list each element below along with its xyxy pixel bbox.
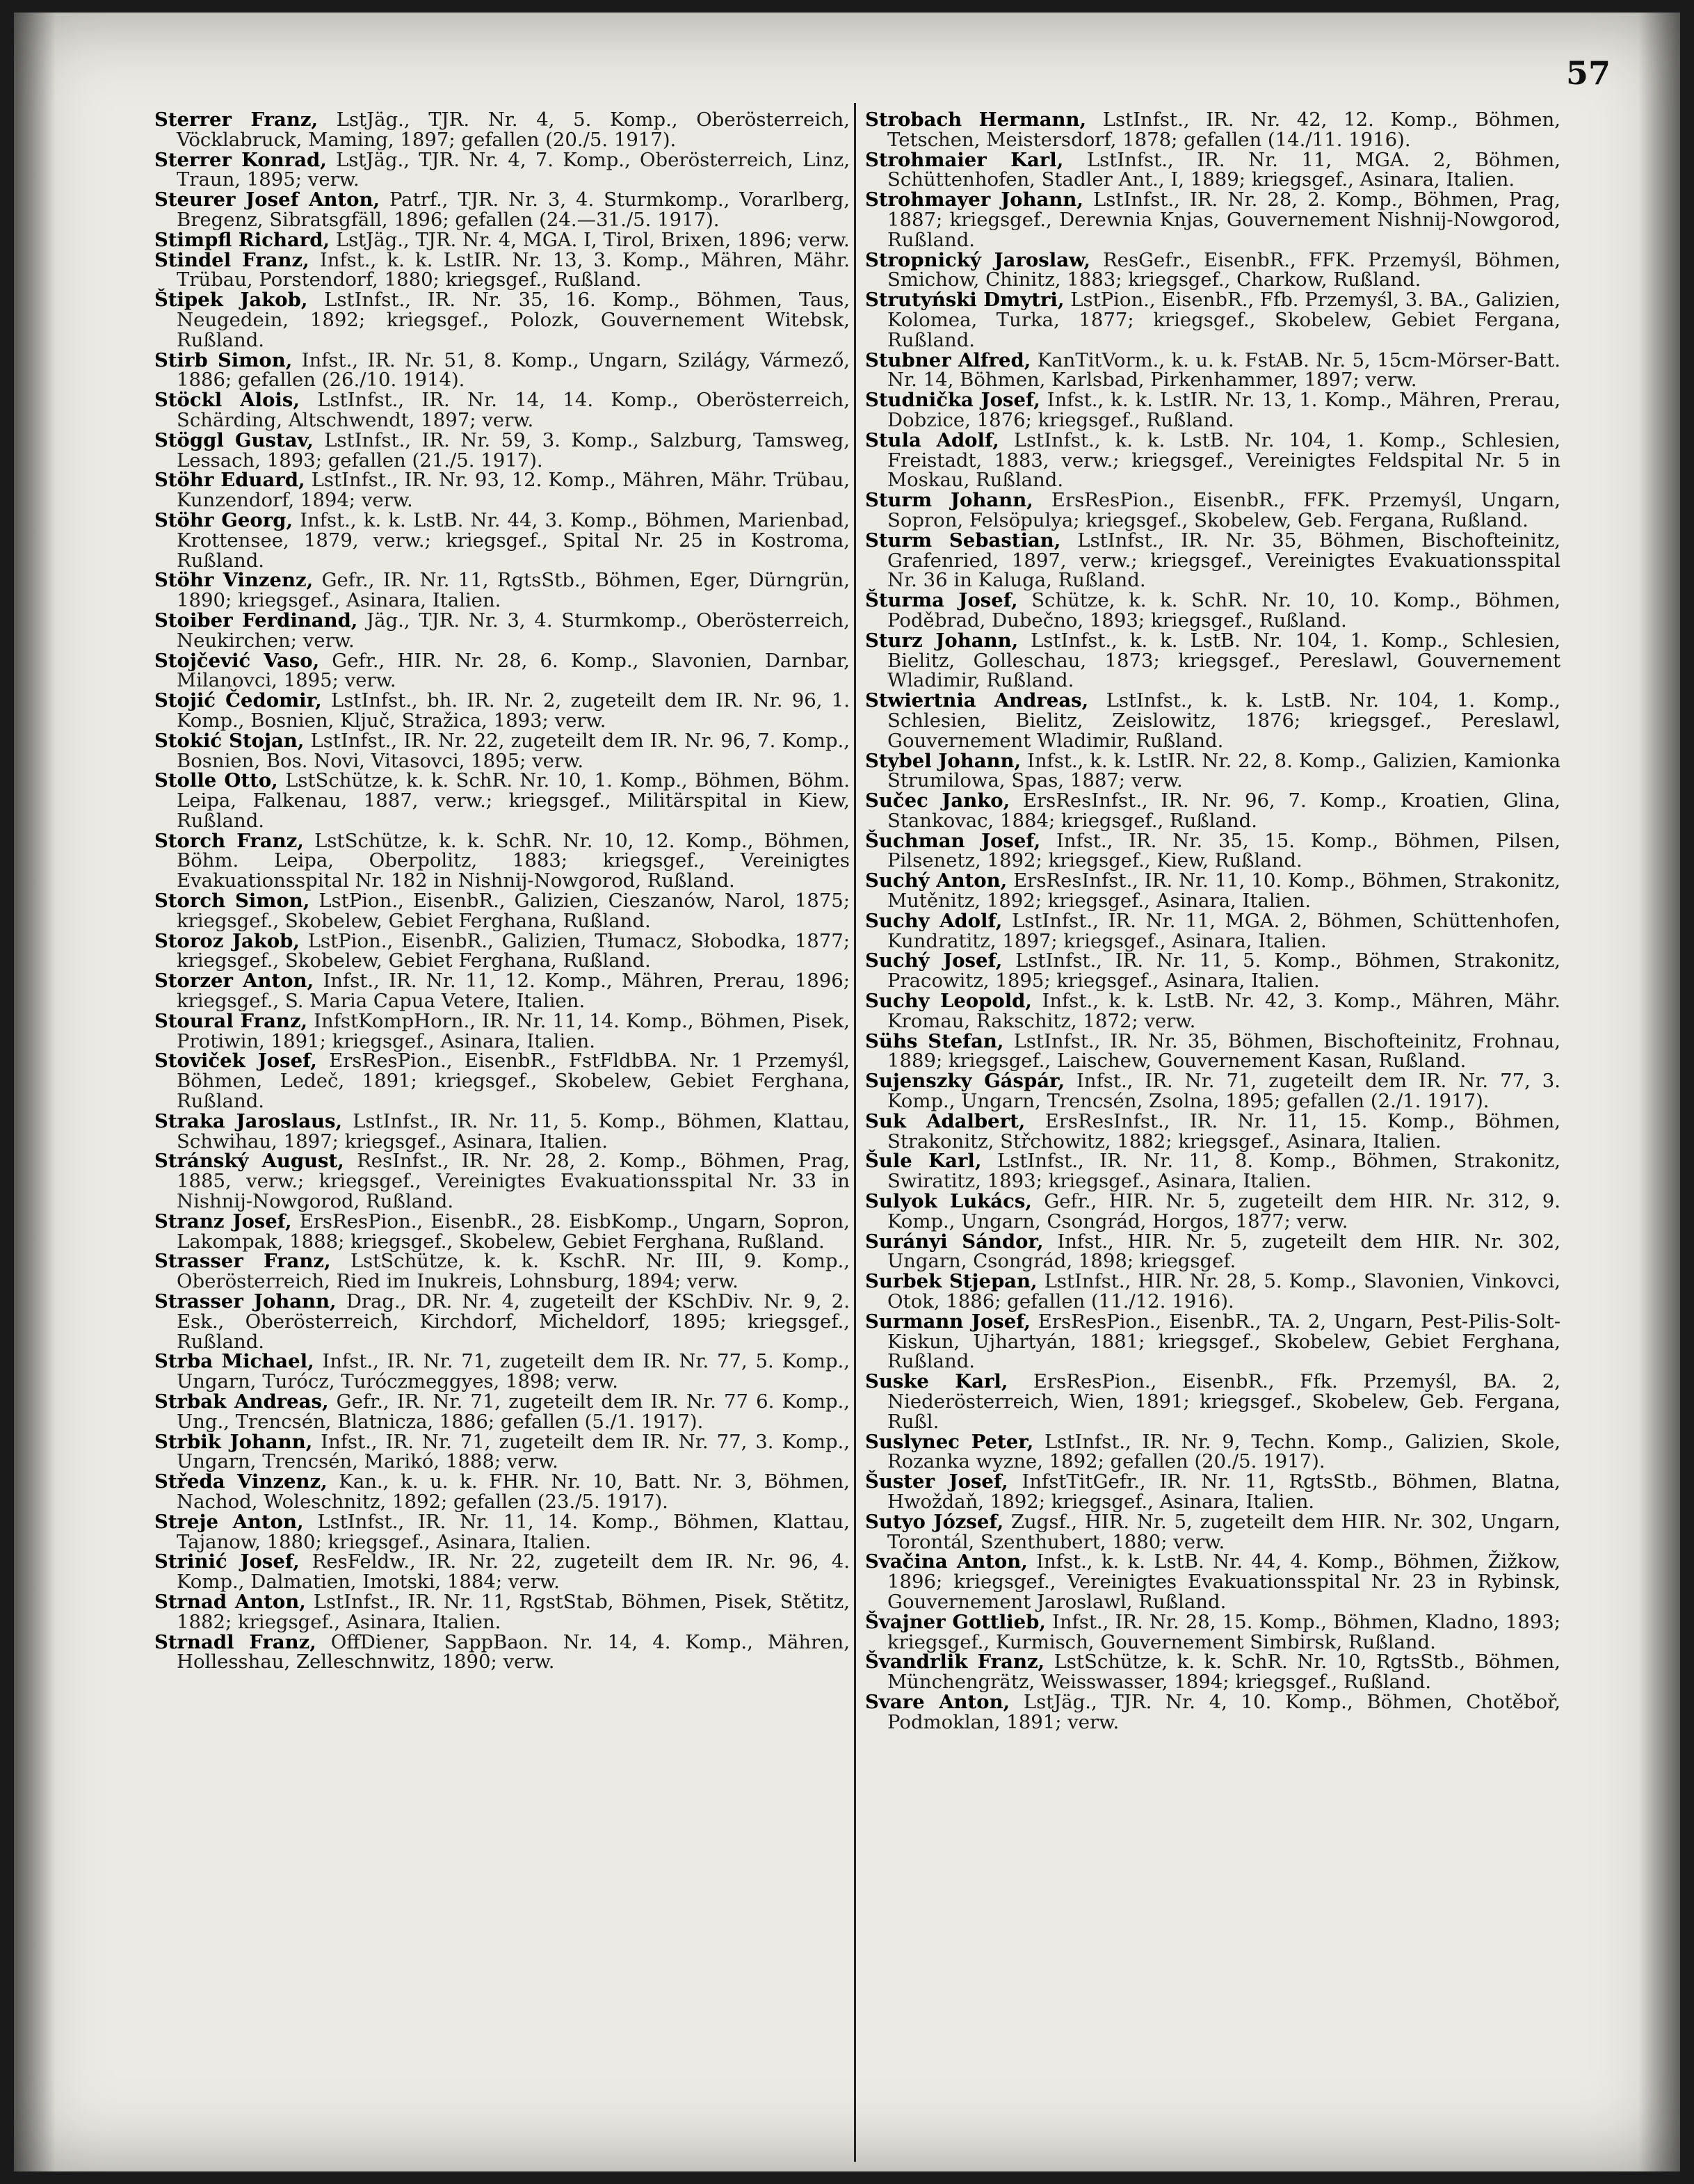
entry-name: Stimpfl Richard, [154,228,330,251]
roster-entry [154,1552,850,1592]
entry-name: Sterrer Konrad, [154,148,327,171]
entry-name: Šuster Josef, [865,1470,1008,1493]
roster-entry [154,390,850,431]
entry-details: LstInfst., bh. IR. Nr. 2, zugeteilt dem IR. Nr. 96, 1. Komp., Bosnien, Ključ, Stražica, 1893; verw. [177,689,850,732]
entry-details: LstInfst., IR. Nr. 59, 3. Komp., Salzburg, Tamsweg, Lessach, 1893; gefallen (21./5. 1917). [177,428,850,472]
entry-details: LstInfst., IR. Nr. 14, 14. Komp., Oberösterreich, Schärding, Altschwendt, 1897; verw. [177,389,850,431]
entry-name: Šule Karl, [865,1150,982,1173]
roster-entry [865,1111,1560,1152]
entry-details: Infst., k. k. LstIR. Nr. 22, 8. Komp., Galizien, Kamionka Strumilowa, Spas, 1887; verw. [887,749,1561,792]
entry-details: LstPion., EisenbR., Galizien, Tłumacz, Słobodka, 1877; kriegsgef., Skobelew, Gebiet Ferghana, Rußland. [177,929,850,972]
roster-entry [154,428,850,472]
roster-entry [154,230,850,250]
roster-entry [865,390,1560,431]
entry-details: ResGefr., EisenbR., FFK. Przemyśl, Böhmen, Smichow, Chinitz, 1883; kriegsgef., Charkow, Rußland. [887,248,1560,291]
entry-details: Gefr., IR. Nr. 11, RgtsStb., Böhmen, Eger, Dürngrün, 1890; kriegsgef., Asinara, Italien. [177,569,850,612]
entry-name: Sulyok Lukács, [865,1190,1032,1213]
roster-entry [154,1432,850,1472]
right-column [865,110,1560,1733]
entry-details: LstInfst., IR. Nr. 11, RgstStab, Böhmen, Pisek, Stětitz, 1882; kriegsgef., Asinara, Italien. [177,1590,850,1633]
entry-name: Stybel Johann, [865,749,1022,772]
roster-entry [154,1351,850,1392]
roster-entry [865,1552,1560,1612]
roster-entry [154,290,850,350]
roster-entry [154,1632,850,1673]
entry-name: Stranz Josef, [154,1210,292,1232]
entry-details: Infst., k. k. LstB. Nr. 44, 3. Komp., Böhmen, Marienbad, Krottensee, 1879, verw.; kriegsgef., Spital Nr. 25 in Kostroma, Rußland. [177,508,850,572]
entry-name: Stokić Stojan, [154,729,305,752]
entry-name: Stojić Čedomir, [154,689,322,712]
entry-details: Schütze, k. k. SchR. Nr. 10, 10. Komp., Böhmen, Poděbrad, Dubečno, 1893; kriegsgef., Rußland. [887,589,1560,632]
roster-entry [865,991,1560,1031]
roster-entry [865,1692,1560,1733]
roster-entry [154,691,850,731]
entry-name: Šuchman Josef, [865,829,1041,852]
roster-entry [865,1652,1560,1692]
roster-entry [154,651,850,691]
entry-name: Strohmaier Karl, [865,148,1064,171]
entry-details: LstJäg., TJR. Nr. 4, 7. Komp., Oberösterreich, Linz, Traun, 1895; verw. [177,148,850,191]
entry-details: Gefr., HIR. Nr. 28, 6. Komp., Slavonien, Darnbar, Milanovci, 1895; verw. [177,649,850,692]
entry-name: Strnadl Franz, [154,1630,316,1653]
entry-name: Sturz Johann, [865,629,1019,652]
entry-details: LstInfst., IR. Nr. 42, 12. Komp., Böhmen, Tetschen, Meistersdorf, 1878; gefallen (14./11. 1916). [887,109,1560,151]
entry-name: Stubner Alfred, [865,348,1031,371]
roster-entry [865,348,1560,392]
entry-name: Surányi Sándor, [865,1230,1044,1253]
entry-name: Stropnický Jaroslaw, [865,248,1091,271]
roster-entry [154,1151,850,1211]
entry-name: Storch Simon, [154,890,310,913]
roster-entry [154,1212,850,1252]
entry-name: Strasser Franz, [154,1250,331,1273]
entry-name: Stirb Simon, [154,348,293,371]
entry-details: LstInfst., IR. Nr. 35, Böhmen, Bischofteinitz, Frohnau, 1889; kriegsgef., Laischew, Gouvernement Kasan, Rußland. [887,1029,1560,1073]
roster-entry [865,428,1560,492]
entry-details: LstSchütze, k. k. SchR. Nr. 10, RgtsStb., Böhmen, Münchengrätz, Weisswasser, 1894; kriegsgef., Rußland. [887,1651,1560,1694]
entry-details: Gefr., IR. Nr. 71, zugeteilt dem IR. Nr. 77 6. Komp., Ung., Trencsén, Blatnicza, 1886; gefallen (5./1. 1917). [177,1390,850,1433]
entry-details: Infst., k. k. LstB. Nr. 44, 4. Komp., Böhmen, Žižkow, 1896; kriegsgef., Vereinigtes Evakuationsspital Nr. 23 in Rybinsk, Gouvernement Jaroslawl, Rußland. [887,1550,1560,1613]
entry-name: Suchy Adolf, [865,909,1003,932]
entry-name: Suchý Josef, [865,949,1003,972]
entry-details: LstSchütze, k. k. KschR. Nr. III, 9. Komp., Oberösterreich, Ried im Inukreis, Lohnsburg, 1894; verw. [177,1250,850,1293]
roster-entry [865,150,1560,191]
roster-entry [154,150,850,191]
roster-entry [154,1512,850,1552]
entry-name: Sturm Johann, [865,489,1033,512]
roster-entry [865,290,1560,350]
roster-entry [865,1071,1560,1111]
entry-details: Infst., HIR. Nr. 5, zugeteilt dem HIR. Nr. 302, Ungarn, Csongrád, 1898; kriegsgef. [887,1230,1560,1273]
document-page [14,13,1680,2171]
entry-details: ResFeldw., IR. Nr. 22, zugeteilt dem IR. Nr. 96, 4. Komp., Dalmatien, Imotski, 1884; verw. [177,1550,850,1593]
entry-name: Surmann Josef, [865,1310,1031,1333]
entry-details: LstJäg., TJR. Nr. 4, MGA. I, Tirol, Brixen, 1896; verw. [330,228,850,251]
entry-details: LstInfst., IR. Nr. 11, MGA. 2, Böhmen, Schüttenhofen, Kundratitz, 1897; kriegsgef., Asinara, Italien. [887,909,1560,952]
entry-details: Infst., k. k. LstB. Nr. 42, 3. Komp., Mähren, Mähr. Kromau, Rakschitz, 1872; verw. [887,990,1561,1032]
entry-details: Infst., IR. Nr. 71, zugeteilt dem IR. Nr. 77, 3. Komp., Ungarn, Trencsén, Marikó, 1888; verw. [177,1430,850,1473]
entry-details: ErsResInfst., IR. Nr. 11, 15. Komp., Böhmen, Strakonitz, Střchowitz, 1882; kriegsgef., Asinara, Italien. [887,1109,1560,1153]
entry-details: Infst., IR. Nr. 11, 12. Komp., Mähren, Prerau, 1896; kriegsgef., S. Maria Capua Vetere, Italien. [177,970,850,1013]
entry-name: Svare Anton, [865,1690,1010,1713]
entry-name: Stojčević Vaso, [154,649,320,672]
roster-entry [865,1312,1560,1372]
roster-entry [154,1592,850,1632]
entry-name: Stöckl Alois, [154,389,300,412]
entry-name: Streje Anton, [154,1510,304,1533]
roster-entry [154,831,850,891]
roster-entry [154,971,850,1011]
entry-details: Infst., IR. Nr. 28, 15. Komp., Böhmen, Kladno, 1893; kriegsgef., Kurmisch, Gouvernement Simbirsk, Rußland. [887,1610,1561,1653]
entry-details: Infst., IR. Nr. 51, 8. Komp., Ungarn, Szilágy, Vármező, 1886; gefallen (26./10. 1914). [177,348,850,392]
entry-details: LstInfst., k. k. LstB. Nr. 104, 1. Komp., Schlesien, Freistadt, 1883, verw.; kriegsgef., Vereinigtes Feldspital Nr. 5 in Moskau, Rußland. [887,428,1560,492]
page-shadow-left [14,13,56,2171]
roster-entry [154,348,850,392]
entry-name: Stránský August, [154,1150,344,1173]
entry-details: ErsResPion., EisenbR., TA. 2, Ungarn, Pest-Pilis-Solt-Kiskun, Ujhartyán, 1881; kriegsgef., Skobelew, Gebiet Ferghana, Rußland. [887,1310,1561,1373]
roster-entry [865,791,1560,831]
entry-name: Strobach Hermann, [865,109,1087,131]
entry-name: Storzer Anton, [154,970,314,993]
entry-details: ErsResPion., EisenbR., 28. EisbKomp., Ungarn, Sopron, Lakompak, 1888; kriegsgef., Skobelew, Gebiet Ferghana, Rußland. [177,1210,850,1253]
entry-name: Strohmayer Johann, [865,188,1083,211]
roster-entry [865,1372,1560,1431]
entry-name: Stöhr Vinzenz, [154,569,314,592]
entry-name: Strbik Johann, [154,1430,313,1453]
roster-entry [865,591,1560,631]
entry-name: Stöhr Georg, [154,508,293,531]
entry-details: ErsResPion., EisenbR., FstFldbBA. Nr. 1 Przemyśl, Böhmen, Ledeč, 1891; kriegsgef., Skobelew, Gebiet Ferghana, Rußland. [177,1050,850,1113]
entry-name: Suk Adalbert, [865,1109,1026,1132]
roster-entry [865,250,1560,291]
entry-details: Infst., IR. Nr. 71, zugeteilt dem IR. Nr. 77, 3. Komp., Ungarn, Trencsén, Zsolna, 1895; gefallen (2./1. 1917). [887,1070,1560,1113]
entry-details: OffDiener, SappBaon. Nr. 14, 4. Komp., Mähren, Hollesshau, Zelleschnwitz, 1890; verw. [177,1630,850,1673]
entry-name: Strba Michael, [154,1350,314,1373]
roster-entry [154,891,850,931]
entry-details: Infst., IR. Nr. 71, zugeteilt dem IR. Nr. 77, 5. Komp., Ungarn, Turócz, Turóczmeggyes, 1898; verw. [177,1350,850,1393]
entry-details: LstInfst., IR. Nr. 28, 2. Komp., Böhmen, Prag, 1887; kriegsgef., Derewnia Knjas, Gouvernement Nishnij-Nowgorod, Rußland. [887,188,1560,251]
entry-name: Svačina Anton, [865,1550,1028,1573]
entry-name: Storoz Jakob, [154,929,300,952]
entry-details: LstInfst., IR. Nr. 22, zugeteilt dem IR. Nr. 96, 7. Komp., Bosnien, Bos. Novi, Vitasovci, 1895; verw. [177,729,850,772]
entry-details: LstInfst., HIR. Nr. 28, 5. Komp., Slavonien, Vinkovci, Otok, 1886; gefallen (11./12. 1916). [887,1270,1560,1313]
entry-details: ErsResInfst., IR. Nr. 96, 7. Komp., Kroatien, Glina, Stankovac, 1884; kriegsgef., Rußland. [887,789,1560,832]
entry-name: Surbek Stjepan, [865,1270,1038,1293]
roster-entry [154,470,850,511]
roster-entry [865,871,1560,911]
entry-name: Stoiber Ferdinand, [154,609,358,632]
entry-name: Šturma Josef, [865,589,1018,612]
entry-details: LstInfst., IR. Nr. 9, Techn. Komp., Galizien, Skole, Rozanka wyzne, 1892; gefallen (20./5. 1917). [887,1430,1560,1473]
roster-entry [865,1472,1560,1512]
roster-entry [154,1051,850,1111]
roster-entry [154,190,850,230]
entry-details: LstInfst., IR. Nr. 35, 16. Komp., Böhmen, Taus, Neugedein, 1892; kriegsgef., Polozk, Gouvernement Witebsk, Rußland. [177,289,850,351]
roster-entry [154,771,850,830]
entry-details: Jäg., TJR. Nr. 3, 4. Sturmkomp., Oberösterreich, Neukirchen; verw. [177,609,850,652]
entry-details: Patrf., TJR. Nr. 3, 4. Sturmkomp., Vorarlberg, Bregenz, Sibratsgfäll, 1896; gefallen (24.—31./5. 1917). [177,188,850,231]
entry-details: LstInfst., k. k. LstB. Nr. 104, 1. Komp., Schlesien, Bielitz, Golleschau, 1873; kriegsgef., Pereslawl, Gouvernement Wladimir, Rußland. [887,629,1560,692]
entry-details: LstInfst., k. k. LstB. Nr. 104, 1. Komp., Schlesien, Bielitz, Zeislowitz, 1876; kriegsgef., Pereslawl, Gouvernement Wladimir, Rußland. [887,689,1560,752]
entry-name: Suchy Leopold, [865,990,1032,1013]
entry-name: Sterrer Franz, [154,109,318,131]
entry-details: LstInfst., IR. Nr. 93, 12. Komp., Mähren, Mähr. Trübau, Kunzendorf, 1894; verw. [177,469,850,512]
roster-entry [865,831,1560,872]
entry-details: Infst., k. k. LstIR. Nr. 13, 3. Komp., Mähren, Mähr. Trübau, Porstendorf, 1880; kriegsgef., Rußland. [177,248,850,291]
roster-entry [865,751,1560,792]
roster-entry [865,490,1560,531]
entry-name: Strinić Josef, [154,1550,300,1573]
roster-entry [154,1472,850,1512]
entry-details: LstPion., EisenbR., Galizien, Cieszanów, Narol, 1875; kriegsgef., Skobelew, Gebiet Ferghana, Rußland. [177,890,850,932]
entry-name: Straka Jaroslaus, [154,1109,343,1132]
roster-entry [154,570,850,611]
page-number: 57 [1565,54,1611,92]
entry-name: Švajner Gottlieb, [865,1610,1046,1633]
entry-details: LstSchütze, k. k. SchR. Nr. 10, 12. Komp., Böhmen, Böhm. Leipa, Oberpolitz, 1883; kriegsgef., Vereinigtes Evakuationsspital Nr. 182 in Nishnij-Nowgorod, Rußland. [177,829,850,892]
entry-name: Strasser Johann, [154,1290,337,1313]
entry-details: LstInfst., IR. Nr. 11, 5. Komp., Böhmen, Strakonitz, Pracowitz, 1895; kriegsgef., Asinara, Italien. [887,949,1560,993]
roster-entry [865,1432,1560,1472]
roster-entry [865,110,1560,150]
roster-entry [154,1292,850,1351]
roster-entry [865,951,1560,991]
entry-details: ResInfst., IR. Nr. 28, 2. Komp., Böhmen, Prag, 1885, verw.; kriegsgef., Vereinigtes Evakuationsspital Nr. 33 in Nishnij-Nowgorod, Rußland. [177,1150,850,1213]
roster-entry [154,1251,850,1292]
roster-entry [865,190,1560,250]
roster-entry [865,631,1560,691]
entry-details: Infst., k. k. LstIR. Nr. 13, 1. Komp., Mähren, Prerau, Dobzice, 1876; kriegsgef., Rußland. [887,389,1560,431]
roster-entry [865,911,1560,952]
entry-name: Steurer Josef Anton, [154,188,380,211]
entry-name: Stolle Otto, [154,769,278,792]
roster-entry [154,508,850,572]
entry-details: Infst., IR. Nr. 35, 15. Komp., Böhmen, Pilsen, Pilsenetz, 1892; kriegsgef., Kiew, Rußland. [887,829,1560,872]
roster-entry [865,1151,1560,1191]
entry-name: Sujenszky Gáspár, [865,1070,1065,1093]
entry-name: Sühs Stefan, [865,1029,1004,1052]
entry-details: ErsResInfst., IR. Nr. 11, 10. Komp., Böhmen, Strakonitz, Mutěnitz, 1892; kriegsgef., Asinara, Italien. [887,869,1560,913]
entry-name: Štipek Jakob, [154,289,308,312]
entry-details: LstInfst., IR. Nr. 35, Böhmen, Bischofteinitz, Grafenried, 1897, verw.; kriegsgef., Vereinigtes Evakuationsspital Nr. 36 in Kaluga, Rußland. [887,529,1561,592]
entry-name: Strutyński Dmytri, [865,289,1065,312]
entry-details: InfstKompHorn., IR. Nr. 11, 14. Komp., Böhmen, Pisek, Protiwin, 1891; kriegsgef., Asinara, Italien. [177,1009,850,1052]
entry-name: Sučec Janko, [865,789,1010,812]
entry-name: Stula Adolf, [865,428,999,451]
entry-name: Stindel Franz, [154,248,309,271]
entry-details: LstPion., EisenbR., Ffb. Przemyśl, 3. BA., Galizien, Kolomea, Turka, 1877; kriegsgef., Skobelew, Gebiet Fergana, Rußland. [887,289,1560,351]
roster-entry [154,1011,850,1052]
entry-name: Středa Vinzenz, [154,1470,328,1493]
entry-details: LstInfst., IR. Nr. 11, MGA. 2, Böhmen, Schüttenhofen, Stadler Ant., I, 1889; kriegsgef., Asinara, Italien. [887,148,1561,191]
roster-entry [865,1232,1560,1272]
entry-name: Stöhr Eduard, [154,469,305,492]
entry-details: LstJäg., TJR. Nr. 4, 10. Komp., Böhmen, Chotěboř, Podmoklan, 1891; verw. [887,1690,1560,1733]
roster-entry [865,691,1560,750]
page-shadow-right [1638,13,1680,2171]
entry-details: LstSchütze, k. k. SchR. Nr. 10, 1. Komp., Böhmen, Böhm. Leipa, Falkenau, 1887, verw.; kriegsgef., Militärspital in Kiew, Rußland. [177,769,850,832]
entry-details: LstJäg., TJR. Nr. 4, 5. Komp., Oberösterreich, Vöcklabruck, Maming, 1897; gefallen (20./5. 1917). [177,109,850,151]
entry-details: Gefr., HIR. Nr. 5, zugeteilt dem HIR. Nr. 312, 9. Komp., Ungarn, Csongrád, Horgos, 1877; verw. [887,1190,1560,1232]
entry-name: Storch Franz, [154,829,304,852]
roster-entry [154,250,850,291]
entry-name: Suske Karl, [865,1370,1008,1393]
entry-name: Suchý Anton, [865,869,1008,892]
entry-name: Stwiertnia Andreas, [865,689,1089,712]
entry-details: KanTitVorm., k. u. k. FstAB. Nr. 5, 15cm-Mörser-Batt. Nr. 14, Böhmen, Karlsbad, Pirkenhammer, 1897; verw. [887,348,1560,392]
entry-name: Stoviček Josef, [154,1050,317,1073]
entry-details: Kan., k. u. k. FHR. Nr. 10, Batt. Nr. 3, Böhmen, Nachod, Woleschnitz, 1892; gefallen (23./5. 1917). [177,1470,850,1513]
left-column [154,110,850,1672]
entry-details: InfstTitGefr., IR. Nr. 11, RgtsStb., Böhmen, Blatna, Hwoždaň, 1892; kriegsgef., Asinara, Italien. [887,1470,1561,1513]
roster-entry [865,1031,1560,1072]
roster-entry [154,1111,850,1152]
roster-entry [154,110,850,150]
entry-details: LstInfst., IR. Nr. 11, 5. Komp., Böhmen, Klattau, Schwihau, 1897; kriegsgef., Asinara, Italien. [177,1109,850,1153]
entry-details: ErsResPion., EisenbR., Ffk. Przemyśl, BA. 2, Niederösterreich, Wien, 1891; kriegsgef., Skobelew, Geb. Fergana, Rußl. [887,1370,1560,1433]
roster-entry [865,1612,1560,1653]
entry-name: Stöggl Gustav, [154,428,314,451]
roster-entry [865,1191,1560,1232]
entry-details: Drag., DR. Nr. 4, zugeteilt der KSchDiv. Nr. 9, 2. Esk., Oberösterreich, Kirchdorf, Micheldorf, 1895; kriegsgef., Rußland. [177,1290,850,1353]
roster-entry [154,731,850,771]
roster-entry [865,1512,1560,1552]
roster-entry [865,531,1560,591]
column-divider [854,103,856,2162]
roster-entry [865,1271,1560,1312]
roster-entry [154,931,850,972]
entry-name: Studnička Josef, [865,389,1040,412]
entry-name: Strbak Andreas, [154,1390,329,1413]
entry-name: Suslynec Peter, [865,1430,1034,1453]
entry-details: LstInfst., IR. Nr. 11, 8. Komp., Böhmen, Strakonitz, Swiratitz, 1893; kriegsgef., Asinara, Italien. [887,1150,1560,1193]
entry-name: Stoural Franz, [154,1009,308,1032]
entry-name: Sturm Sebastian, [865,529,1061,552]
entry-name: Sutyo József, [865,1510,1004,1533]
entry-name: Švandrlik Franz, [865,1651,1045,1673]
entry-details: Zugsf., HIR. Nr. 5, zugeteilt dem HIR. Nr. 302, Ungarn, Torontál, Szenthubert, 1880; verw. [887,1510,1560,1553]
roster-entry [154,1392,850,1432]
entry-details: ErsResPion., EisenbR., FFK. Przemyśl, Ungarn, Sopron, Felsöpulya; kriegsgef., Skobelew, Geb. Fergana, Rußland. [887,489,1560,531]
roster-entry [154,611,850,651]
entry-details: LstInfst., IR. Nr. 11, 14. Komp., Böhmen, Klattau, Tajanow, 1880; kriegsgef., Asinara, Italien. [177,1510,850,1553]
entry-name: Strnad Anton, [154,1590,306,1613]
